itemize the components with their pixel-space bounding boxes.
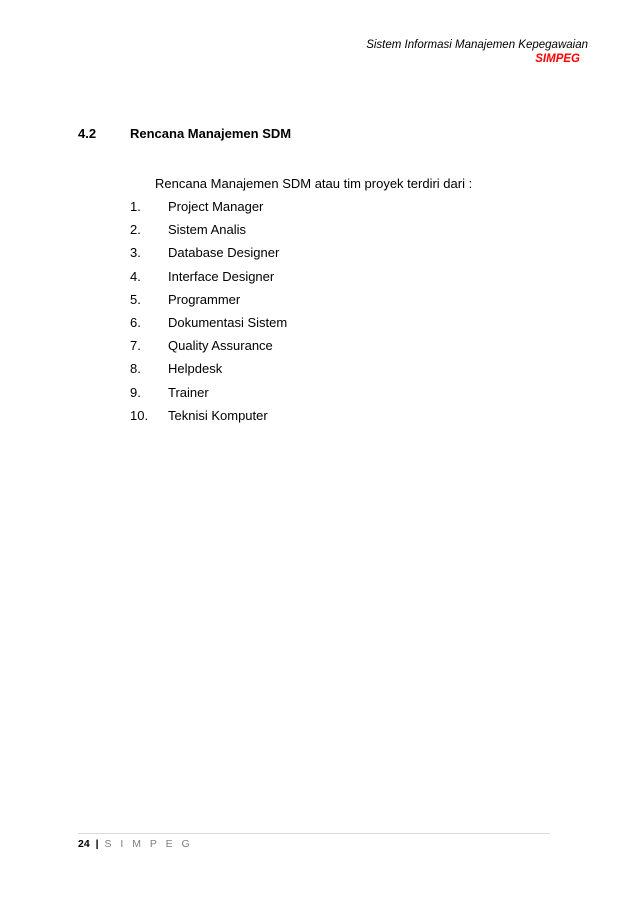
footer-separator: | — [95, 838, 99, 850]
footer-doc-name: S I M P E G — [104, 838, 193, 850]
page-header — [366, 38, 588, 66]
list-item — [130, 222, 430, 245]
list-item — [130, 338, 430, 361]
list-item — [130, 385, 430, 408]
list-item-number: 8. — [130, 361, 141, 377]
list-item-number: 1. — [130, 199, 141, 214]
header-title: Sistem Informasi Manajemen Kepegawaian — [366, 39, 588, 51]
list-item-text: Interface Designer — [168, 268, 275, 284]
list-item — [130, 292, 430, 315]
section-number: 4.2 — [78, 126, 97, 141]
section-intro: Rencana Manajemen SDM atau tim proyek terdiri dari : — [155, 176, 473, 191]
list-item-number: 10. — [130, 407, 149, 423]
list-item-text: Database Designer — [168, 245, 280, 261]
list-item — [130, 245, 430, 268]
list-item — [130, 361, 430, 384]
list-item-number: 4. — [130, 268, 141, 284]
list-item — [130, 315, 430, 338]
list-item-number: 6. — [130, 314, 141, 330]
list-item-text: Sistem Analis — [168, 222, 247, 238]
page-footer — [78, 838, 193, 850]
list-item-text: Dokumentasi Sistem — [168, 314, 288, 330]
list-item-number: 9. — [130, 384, 141, 400]
list-item — [130, 269, 430, 292]
list-item-text: Helpdesk — [168, 361, 223, 377]
footer-page-number: 24 — [78, 838, 90, 850]
list-item-text: Teknisi Komputer — [168, 407, 268, 423]
list-item-text: Trainer — [168, 384, 209, 400]
list-item-number: 5. — [130, 291, 141, 307]
list-item — [130, 408, 430, 431]
header-subtitle: SIMPEG — [535, 53, 580, 65]
list-item-text: Programmer — [168, 291, 241, 307]
section-title: Rencana Manajemen SDM — [130, 126, 292, 141]
list-item-text: Quality Assurance — [168, 338, 273, 354]
team-role-list — [130, 199, 430, 431]
list-item — [130, 199, 430, 222]
list-item-number: 7. — [130, 338, 141, 354]
footer-divider — [78, 833, 550, 834]
list-item-number: 3. — [130, 245, 141, 261]
list-item-number: 2. — [130, 222, 141, 238]
list-item-text: Project Manager — [168, 199, 264, 214]
